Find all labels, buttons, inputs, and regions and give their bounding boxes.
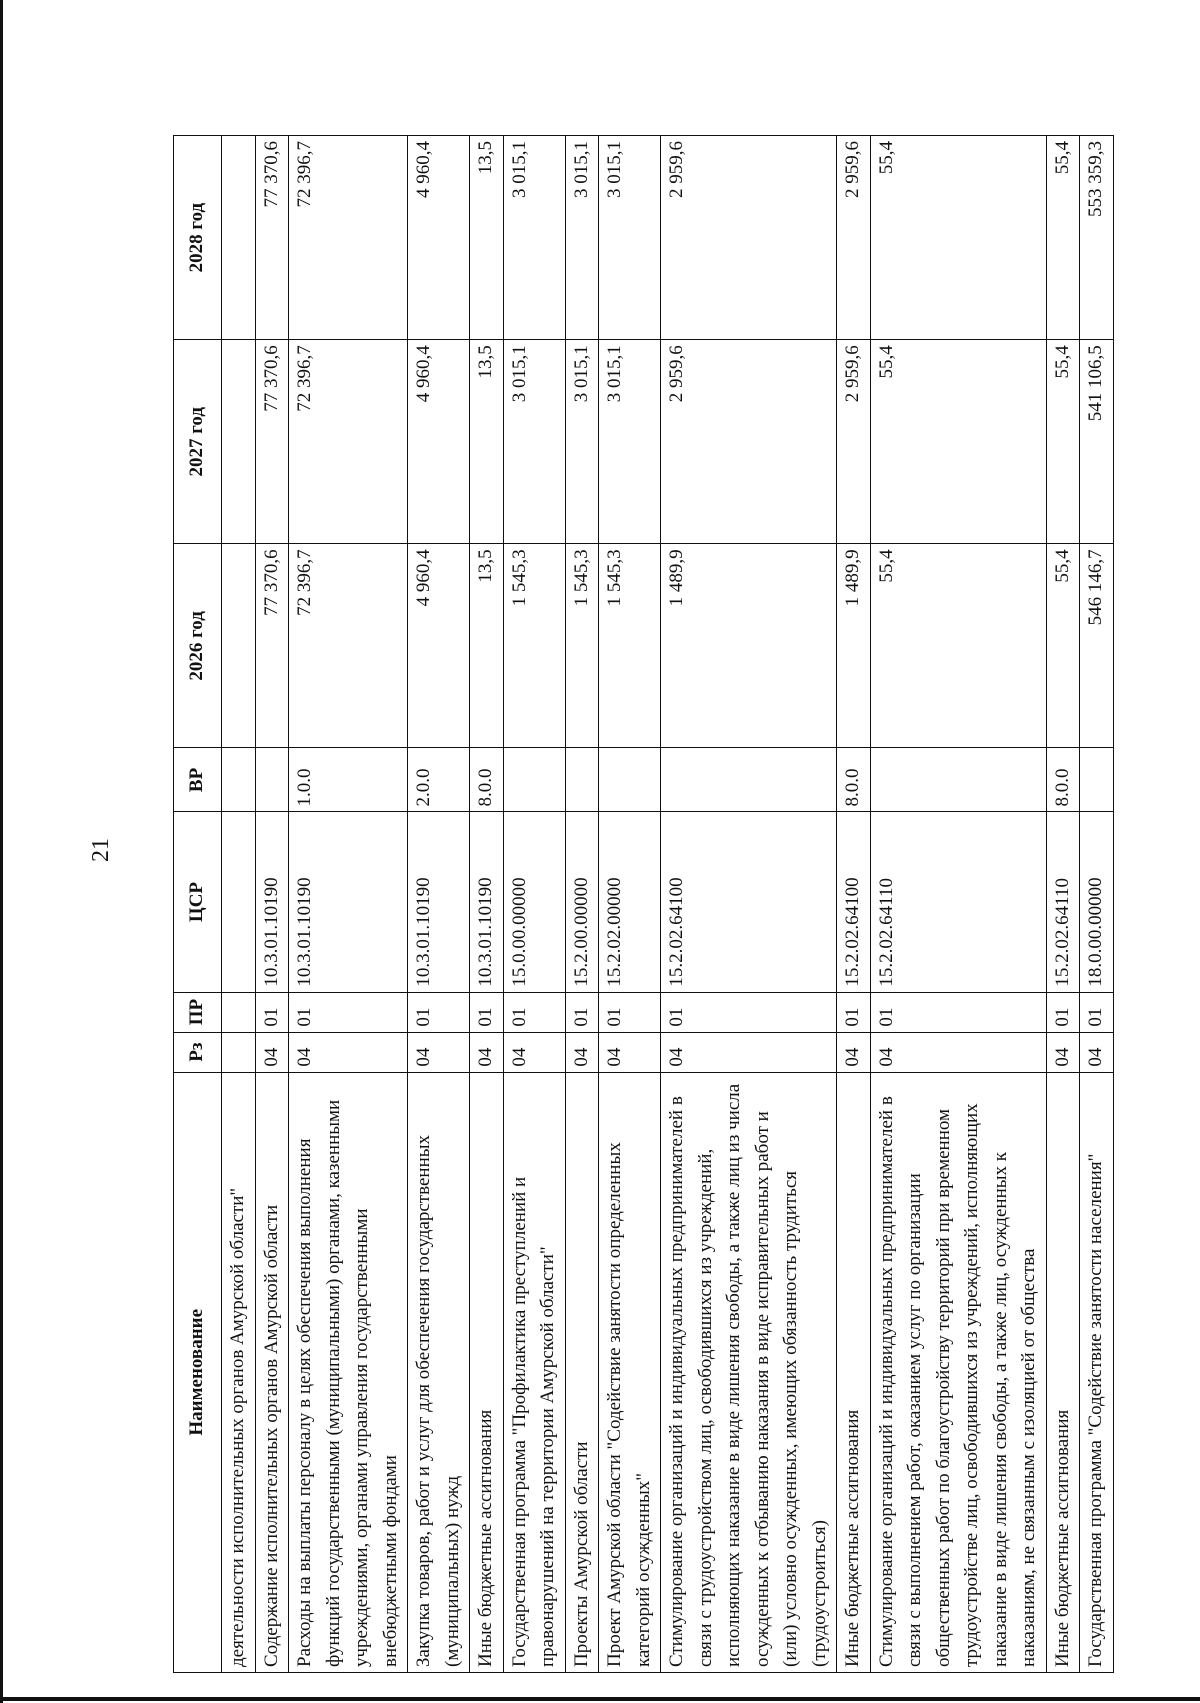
cell-csr: 10.3.01.10190 bbox=[289, 812, 408, 992]
cell-rz bbox=[222, 1032, 256, 1072]
cell-rz: 04 bbox=[1046, 1032, 1080, 1072]
scan-edge-left bbox=[0, 0, 3, 1703]
cell-2026: 1 545,3 bbox=[565, 544, 599, 748]
cell-2027 bbox=[222, 340, 256, 544]
cell-2027: 3 015,1 bbox=[599, 340, 661, 544]
cell-2026: 1 489,9 bbox=[837, 544, 871, 748]
table-row bbox=[289, 136, 408, 1673]
cell-2026: 1 489,9 bbox=[661, 544, 837, 748]
cell-name: Государственная программа "Профилактика преступлений и правонарушений на территории Амурской области" bbox=[503, 1072, 565, 1672]
page-number: 21 bbox=[88, 838, 114, 862]
table-row bbox=[1080, 136, 1114, 1673]
cell-name: Проект Амурской области "Содействие занятости определенных категорий осужденных" bbox=[599, 1072, 661, 1672]
cell-name: Содержание исполнительных органов Амурской области bbox=[255, 1072, 289, 1672]
cell-pr: 01 bbox=[289, 992, 408, 1032]
cell-2027: 3 015,1 bbox=[565, 340, 599, 544]
cell-2026: 13,5 bbox=[470, 544, 504, 748]
cell-csr: 10.3.01.10190 bbox=[470, 812, 504, 992]
cell-vr bbox=[255, 748, 289, 812]
cell-2028 bbox=[222, 136, 256, 340]
cell-csr: 15.2.02.64100 bbox=[661, 812, 837, 992]
cell-rz: 04 bbox=[503, 1032, 565, 1072]
cell-2026: 55,4 bbox=[870, 544, 1046, 748]
cell-2028: 55,4 bbox=[1046, 136, 1080, 340]
cell-name: Иные бюджетные ассигнования bbox=[837, 1072, 871, 1672]
cell-2028: 2 959,6 bbox=[837, 136, 871, 340]
cell-name: Проекты Амурской области bbox=[565, 1072, 599, 1672]
cell-csr: 10.3.01.10190 bbox=[408, 812, 470, 992]
cell-2027: 55,4 bbox=[1046, 340, 1080, 544]
header-pr: ПР bbox=[174, 992, 222, 1032]
cell-vr bbox=[222, 748, 256, 812]
cell-vr bbox=[599, 748, 661, 812]
cell-pr: 01 bbox=[1080, 992, 1114, 1032]
header-csr: ЦСР bbox=[174, 812, 222, 992]
cell-vr bbox=[661, 748, 837, 812]
cell-2027: 77 370,6 bbox=[255, 340, 289, 544]
cell-2028: 3 015,1 bbox=[503, 136, 565, 340]
cell-pr: 01 bbox=[470, 992, 504, 1032]
cell-2028: 4 960,4 bbox=[408, 136, 470, 340]
cell-2026: 546 146,7 bbox=[1080, 544, 1114, 748]
table-row bbox=[408, 136, 470, 1673]
table-header-row bbox=[174, 136, 222, 1673]
scan-edge-bottom bbox=[0, 1697, 1200, 1701]
cell-pr: 01 bbox=[1046, 992, 1080, 1032]
table-row bbox=[661, 136, 837, 1673]
cell-2028: 13,5 bbox=[470, 136, 504, 340]
cell-csr bbox=[222, 812, 256, 992]
cell-name: Иные бюджетные ассигнования bbox=[1046, 1072, 1080, 1672]
cell-vr: 8.0.0 bbox=[837, 748, 871, 812]
cell-pr: 01 bbox=[870, 992, 1046, 1032]
cell-2026: 72 396,7 bbox=[289, 544, 408, 748]
table-row bbox=[1046, 136, 1080, 1673]
cell-csr: 15.2.00.00000 bbox=[565, 812, 599, 992]
cell-2026 bbox=[222, 544, 256, 748]
cell-pr: 01 bbox=[565, 992, 599, 1032]
table-row bbox=[255, 136, 289, 1673]
cell-2027: 2 959,6 bbox=[661, 340, 837, 544]
budget-table bbox=[173, 135, 1114, 1673]
cell-rz: 04 bbox=[565, 1032, 599, 1072]
cell-pr: 01 bbox=[503, 992, 565, 1032]
cell-2028: 3 015,1 bbox=[599, 136, 661, 340]
header-name: Наименование bbox=[174, 1072, 222, 1672]
cell-vr bbox=[1080, 748, 1114, 812]
cell-2028: 2 959,6 bbox=[661, 136, 837, 340]
cell-pr: 01 bbox=[408, 992, 470, 1032]
cell-csr: 15.2.02.64110 bbox=[870, 812, 1046, 992]
cell-2026: 77 370,6 bbox=[255, 544, 289, 748]
cell-2027: 541 106,5 bbox=[1080, 340, 1114, 544]
cell-pr: 01 bbox=[255, 992, 289, 1032]
header-2026: 2026 год bbox=[174, 544, 222, 748]
cell-rz: 04 bbox=[1080, 1032, 1114, 1072]
cell-2026: 4 960,4 bbox=[408, 544, 470, 748]
cell-2028: 3 015,1 bbox=[565, 136, 599, 340]
cell-pr: 01 bbox=[661, 992, 837, 1032]
cell-name: Стимулирование организаций и индивидуальных предпринимателей в связи с трудоустройством лиц, освободившихся из учреждений, исполняющих наказание в виде лишения свободы, а также лиц из числа осужденных к отбыванию наказания в виде исправительных работ и (или) условно осужденных, имеющих обязанность трудиться (трудоустроиться) bbox=[661, 1072, 837, 1672]
cell-csr: 15.0.00.00000 bbox=[503, 812, 565, 992]
cell-name: Расходы на выплаты персоналу в целях обеспечения выполнения функций государственными (муниципальными) органами, казенными учреждениями, органами управления государственными внебюджетными фондами bbox=[289, 1072, 408, 1672]
cell-2028: 77 370,6 bbox=[255, 136, 289, 340]
cell-rz: 04 bbox=[255, 1032, 289, 1072]
table-row bbox=[222, 136, 256, 1673]
cell-csr: 15.2.02.00000 bbox=[599, 812, 661, 992]
cell-name: деятельности исполнительных органов Амурской области" bbox=[222, 1072, 256, 1672]
cell-2027: 72 396,7 bbox=[289, 340, 408, 544]
cell-rz: 04 bbox=[289, 1032, 408, 1072]
cell-rz: 04 bbox=[870, 1032, 1046, 1072]
cell-name: Стимулирование организаций и индивидуальных предпринимателей в связи с выполнением работ, оказанием услуг по организации общественных работ по благоустройству территорий при временном трудоустройстве лиц, освободившихся из учреждений, исполняющих наказание в виде лишения свободы, а также лиц, осужденных к наказаниям, не связанным с изоляцией от общества bbox=[870, 1072, 1046, 1672]
cell-vr: 8.0.0 bbox=[1046, 748, 1080, 812]
cell-csr: 18.0.00.00000 bbox=[1080, 812, 1114, 992]
cell-csr: 10.3.01.10190 bbox=[255, 812, 289, 992]
rotated-table-container bbox=[173, 135, 1106, 1673]
table-row bbox=[470, 136, 504, 1673]
header-2027: 2027 год bbox=[174, 340, 222, 544]
cell-2027: 2 959,6 bbox=[837, 340, 871, 544]
table-row bbox=[599, 136, 661, 1673]
cell-pr: 01 bbox=[837, 992, 871, 1032]
cell-csr: 15.2.02.64100 bbox=[837, 812, 871, 992]
table-row bbox=[837, 136, 871, 1673]
cell-rz: 04 bbox=[599, 1032, 661, 1072]
cell-vr: 1.0.0 bbox=[289, 748, 408, 812]
cell-pr bbox=[222, 992, 256, 1032]
cell-2028: 553 359,3 bbox=[1080, 136, 1114, 340]
cell-2028: 72 396,7 bbox=[289, 136, 408, 340]
cell-rz: 04 bbox=[661, 1032, 837, 1072]
header-2028: 2028 год bbox=[174, 136, 222, 340]
cell-vr bbox=[503, 748, 565, 812]
cell-pr: 01 bbox=[599, 992, 661, 1032]
cell-2026: 55,4 bbox=[1046, 544, 1080, 748]
cell-2028: 55,4 bbox=[870, 136, 1046, 340]
cell-vr bbox=[565, 748, 599, 812]
cell-csr: 15.2.02.64110 bbox=[1046, 812, 1080, 992]
cell-2026: 1 545,3 bbox=[503, 544, 565, 748]
cell-name: Закупка товаров, работ и услуг для обеспечения государственных (муниципальных) нужд bbox=[408, 1072, 470, 1672]
header-vr: ВР bbox=[174, 748, 222, 812]
cell-2027: 4 960,4 bbox=[408, 340, 470, 544]
cell-vr: 2.0.0 bbox=[408, 748, 470, 812]
cell-2027: 55,4 bbox=[870, 340, 1046, 544]
cell-2027: 3 015,1 bbox=[503, 340, 565, 544]
cell-2026: 1 545,3 bbox=[599, 544, 661, 748]
cell-rz: 04 bbox=[470, 1032, 504, 1072]
table-row bbox=[565, 136, 599, 1673]
cell-name: Иные бюджетные ассигнования bbox=[470, 1072, 504, 1672]
table-row bbox=[503, 136, 565, 1673]
cell-vr bbox=[870, 748, 1046, 812]
cell-rz: 04 bbox=[837, 1032, 871, 1072]
cell-name: Государственная программа "Содействие занятости населения" bbox=[1080, 1072, 1114, 1672]
table-row bbox=[870, 136, 1046, 1673]
header-rz: Рз bbox=[174, 1032, 222, 1072]
cell-2027: 13,5 bbox=[470, 340, 504, 544]
cell-vr: 8.0.0 bbox=[470, 748, 504, 812]
cell-rz: 04 bbox=[408, 1032, 470, 1072]
